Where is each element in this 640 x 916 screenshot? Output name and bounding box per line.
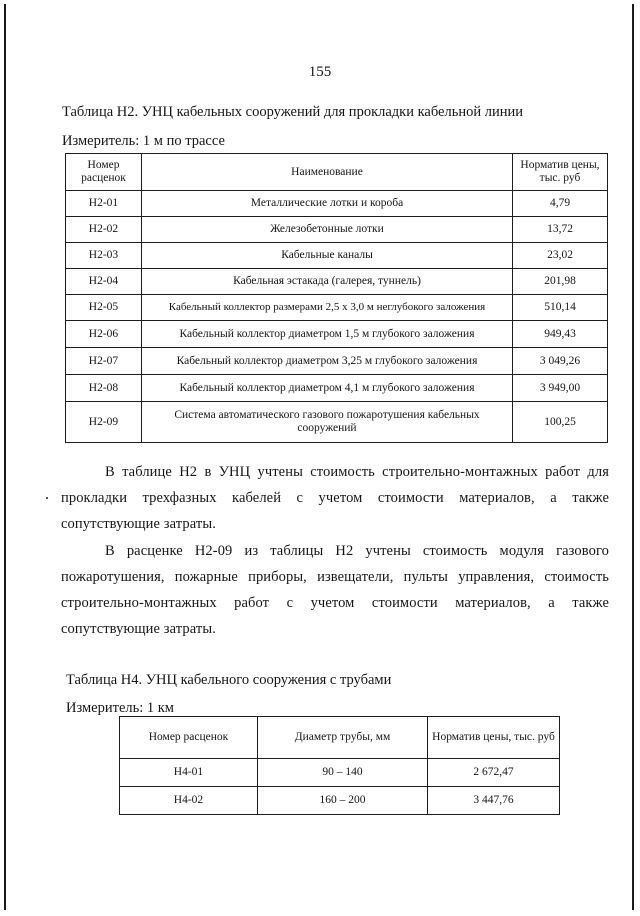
row-diameter: 160 – 200 — [258, 787, 428, 815]
row-name: Металлические лотки и короба — [142, 191, 513, 217]
table-row — [66, 402, 608, 443]
row-name: Кабельная эстакада (галерея, туннель) — [142, 269, 513, 295]
row-code: Н2-08 — [66, 375, 142, 402]
table-row — [66, 243, 608, 269]
row-name: Система автоматического газового пожаротушения кабельных сооружений — [142, 402, 513, 443]
table-h4-header-price: Норматив цены, тыс. руб — [428, 717, 560, 759]
table-row — [120, 787, 560, 815]
table-h2-header-name: Наименование — [142, 154, 513, 191]
row-price: 949,43 — [513, 321, 608, 348]
table-h2-unit: Измеритель: 1 м по трассе — [62, 133, 225, 149]
row-code: Н4-01 — [120, 759, 258, 787]
row-price: 2 672,47 — [428, 759, 560, 787]
row-code: Н2-03 — [66, 243, 142, 269]
table-h2-header-code: Номер расценок — [66, 154, 142, 191]
row-name: Железобетонные лотки — [142, 217, 513, 243]
row-name: Кабельный коллектор диаметром 3,25 м глубокого заложения — [142, 348, 513, 375]
table-row — [66, 375, 608, 402]
scan-speck — [46, 497, 48, 499]
paragraph-2: В расценке Н2-09 из таблицы Н2 учтены стоимость модуля газового пожаротушения, пожарные приборы, извещатели, пульты управления, стоимость строительно-монтажных работ с учетом стоимости материалов, а также сопутствующие затраты. — [61, 543, 609, 637]
table-row — [66, 217, 608, 243]
row-code: Н2-01 — [66, 191, 142, 217]
row-price: 510,14 — [513, 295, 608, 321]
row-price: 201,98 — [513, 269, 608, 295]
paragraph-1: В таблице Н2 в УНЦ учтены стоимость строительно-монтажных работ для прокладки трехфазных кабелей с учетом стоимости материалов, а также сопутствующие затраты. — [61, 464, 609, 532]
table-h2-title: Таблица Н2. УНЦ кабельных сооружений для прокладки кабельной линии — [62, 104, 523, 120]
row-price: 3 447,76 — [428, 787, 560, 815]
row-price: 4,79 — [513, 191, 608, 217]
table-h4-header-diameter: Диаметр трубы, мм — [258, 717, 428, 759]
row-code: Н2-07 — [66, 348, 142, 375]
table-h4-header-code: Номер расценок — [120, 717, 258, 759]
table-h4-unit: Измеритель: 1 км — [66, 700, 174, 716]
row-code: Н2-02 — [66, 217, 142, 243]
table-h2 — [65, 153, 608, 443]
row-code: Н2-09 — [66, 402, 142, 443]
table-row — [66, 191, 608, 217]
row-code: Н2-04 — [66, 269, 142, 295]
row-code: Н2-06 — [66, 321, 142, 348]
table-h2-header-row — [66, 154, 608, 191]
table-row — [66, 295, 608, 321]
row-diameter: 90 – 140 — [258, 759, 428, 787]
table-h4 — [119, 716, 560, 815]
row-price: 3 049,26 — [513, 348, 608, 375]
row-name: Кабельный коллектор диаметром 4,1 м глубокого заложения — [142, 375, 513, 402]
row-name: Кабельный коллектор размерами 2,5 х 3,0 м неглубокого заложения — [142, 295, 513, 321]
row-price: 23,02 — [513, 243, 608, 269]
table-h4-header-row — [120, 717, 560, 759]
table-row — [66, 321, 608, 348]
row-code: Н2-05 — [66, 295, 142, 321]
row-price: 3 949,00 — [513, 375, 608, 402]
table-row — [120, 759, 560, 787]
row-name: Кабельные каналы — [142, 243, 513, 269]
row-price: 100,25 — [513, 402, 608, 443]
table-row — [66, 348, 608, 375]
table-h4-title: Таблица Н4. УНЦ кабельного сооружения с трубами — [66, 672, 392, 688]
row-name: Кабельный коллектор диаметром 1,5 м глубокого заложения — [142, 321, 513, 348]
table-h2-header-price: Норматив цены, тыс. руб — [513, 154, 608, 191]
table-row — [66, 269, 608, 295]
row-price: 13,72 — [513, 217, 608, 243]
page-number: 155 — [308, 64, 332, 80]
row-code: Н4-02 — [120, 787, 258, 815]
